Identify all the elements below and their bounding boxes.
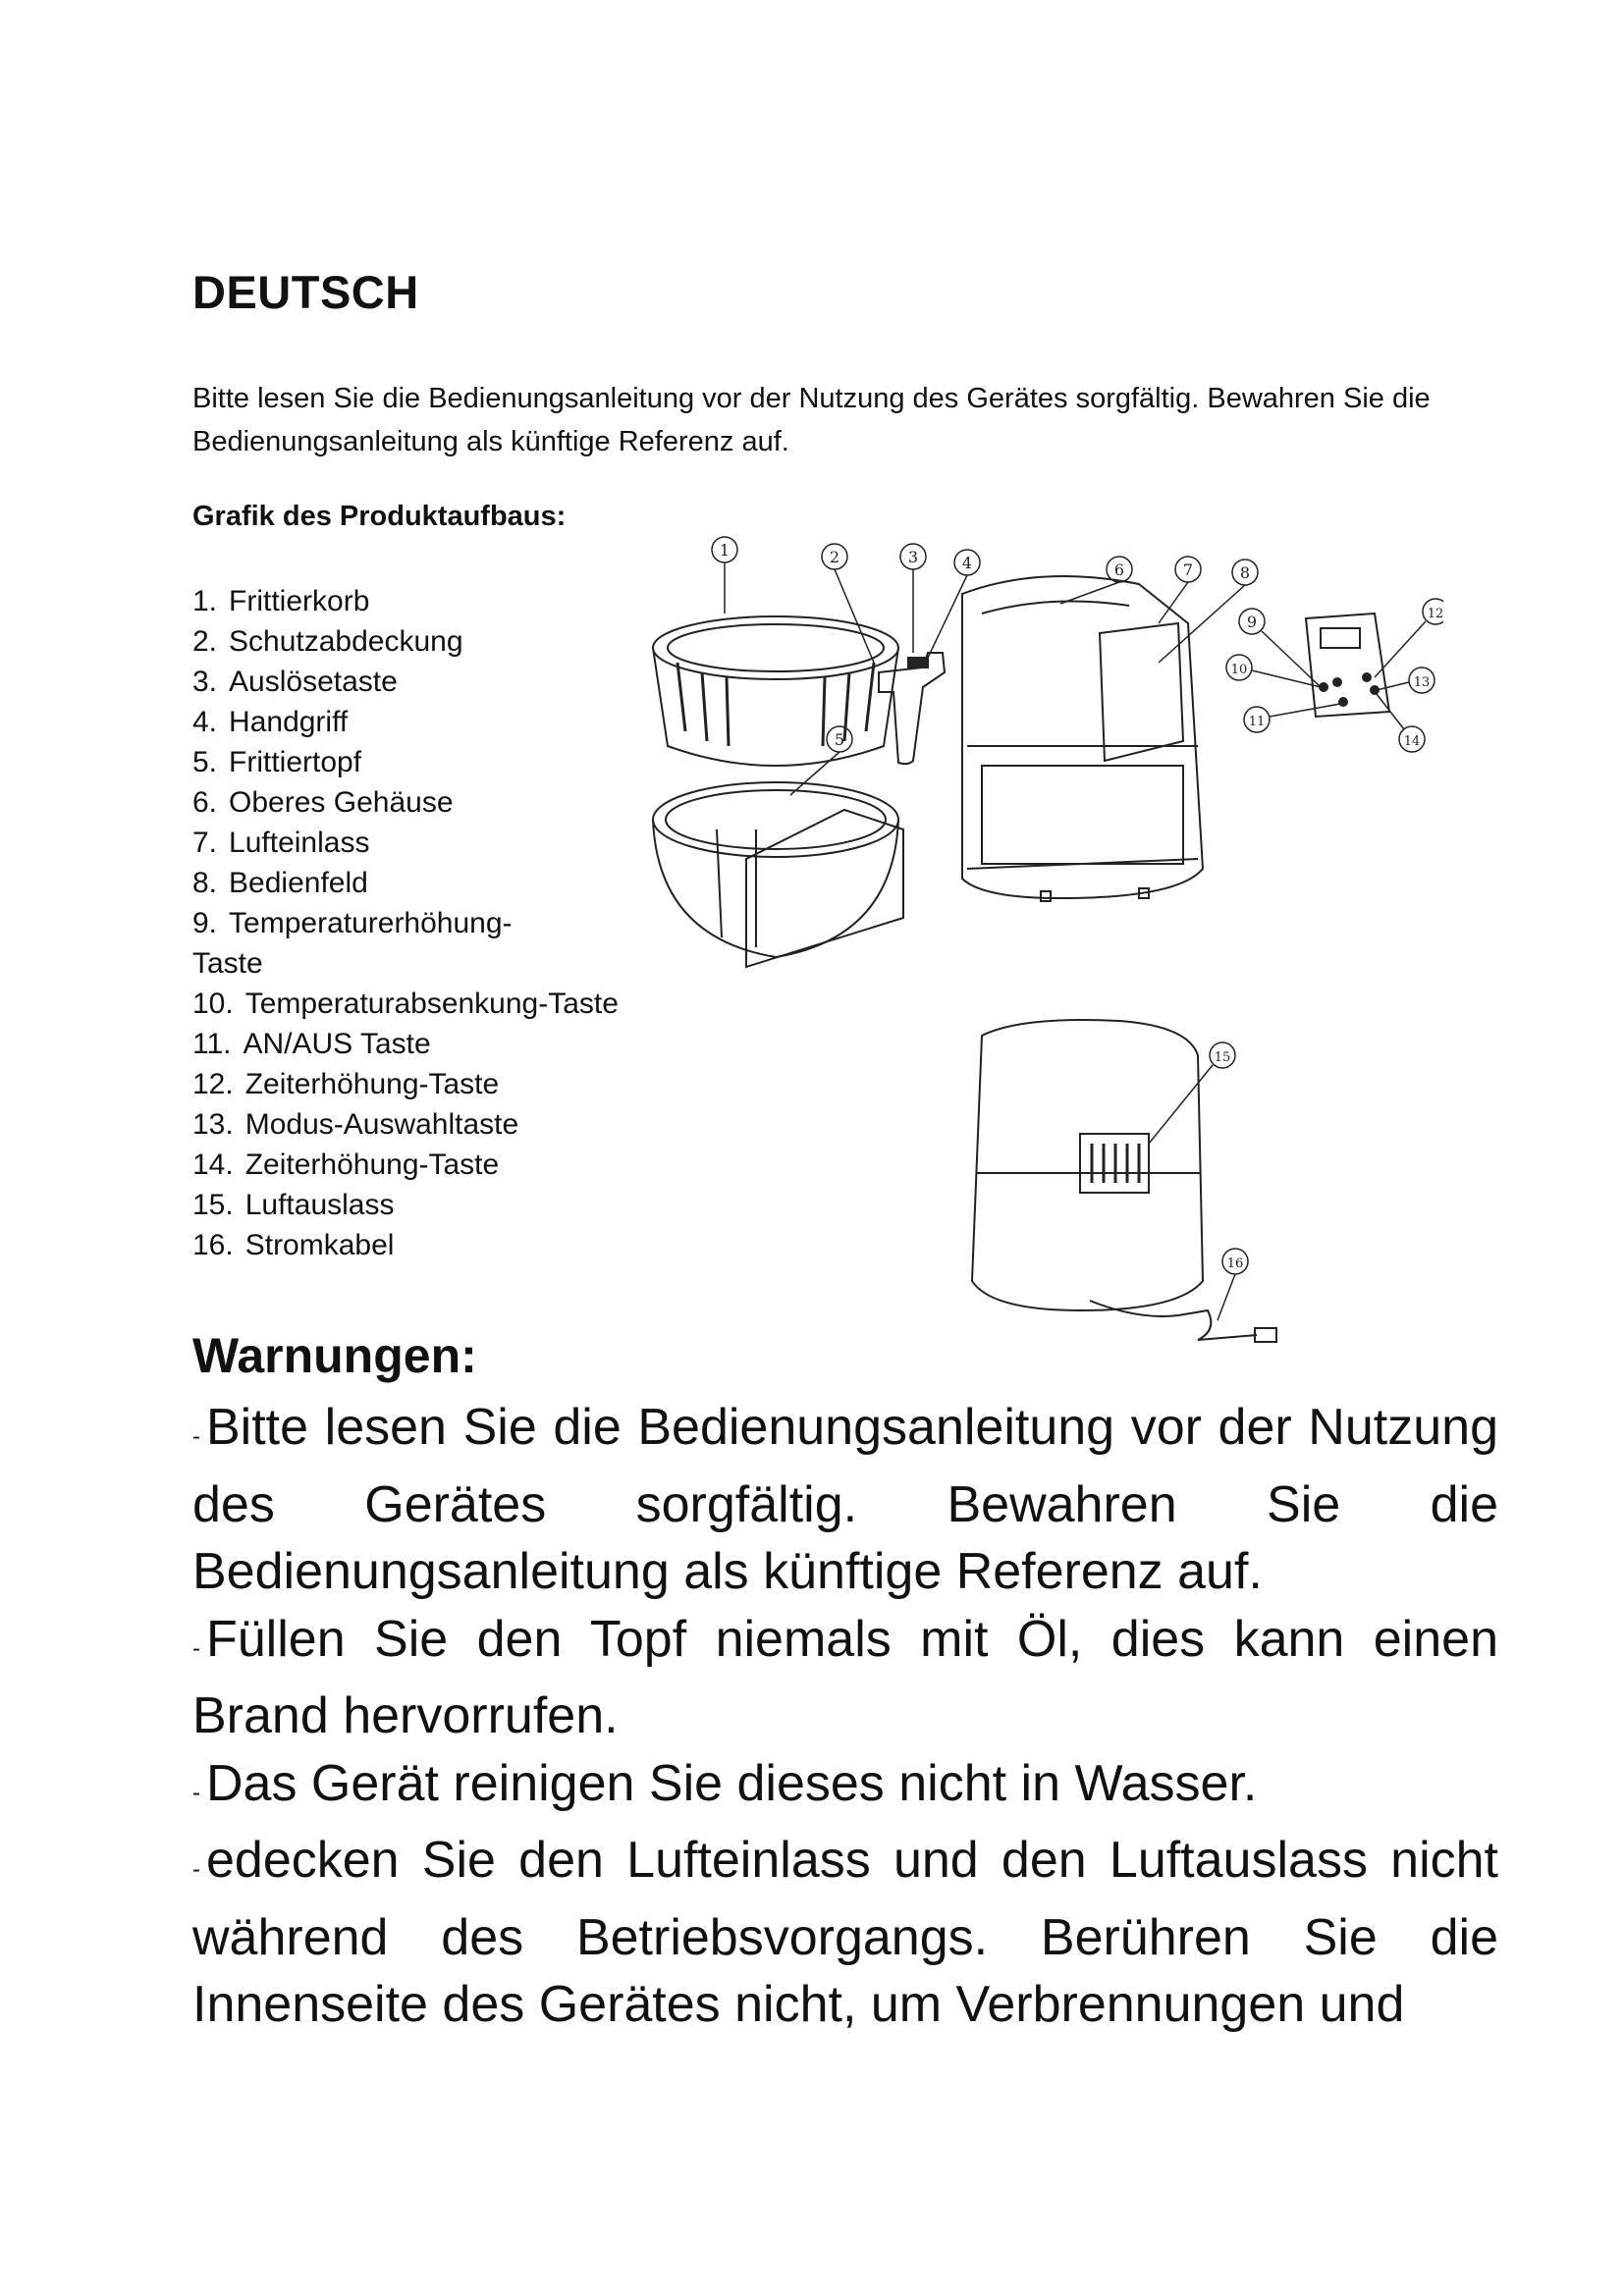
svg-text:6: 6 (1113, 561, 1125, 579)
warning-item: - edecken Sie den Lufteinlass und den Luftauslass nicht während des Betriebsvorgangs. Berühren Sie die Innenseite des Gerätes nicht, um Verbrennungen und (192, 1832, 1498, 2033)
svg-text:7: 7 (1182, 561, 1194, 579)
list-item: 3. Auslösetaste (192, 666, 398, 698)
appliance-rear-illustration (972, 1020, 1276, 1342)
list-item: 7. Lufteinlass (192, 827, 370, 859)
svg-text:16: 16 (1226, 1256, 1244, 1271)
svg-text:8: 8 (1239, 563, 1251, 582)
svg-text:10: 10 (1230, 663, 1248, 677)
warning-item: - Füllen Sie den Topf niemals mit Öl, dies kann einen Brand hervorrufen. (192, 1610, 1498, 1744)
callout-7 (1159, 557, 1201, 623)
svg-text:3: 3 (907, 548, 919, 566)
callout-labels (720, 541, 1443, 1271)
svg-text:2: 2 (829, 548, 840, 566)
page-title: DEUTSCH (192, 266, 419, 318)
svg-text:4: 4 (961, 554, 973, 572)
callouts (712, 537, 1443, 1320)
list-item: 13. Modus-Auswahltaste (192, 1108, 519, 1141)
pot-illustration (653, 782, 903, 967)
parts-list (192, 581, 664, 1265)
warnings-list (192, 1394, 1498, 2039)
list-item: 16. Stromkabel (192, 1229, 395, 1261)
list-item: 6. Oberes Gehäuse (192, 786, 454, 819)
list-item: 12. Zeiterhöhung-Taste (192, 1068, 500, 1100)
warning-item: - Bitte lesen Sie die Bedienungsanleitung vor der Nutzung des Gerätes sorgfältig. Bewahren Sie die Bedienungsanleitung als künftige Referenz auf. (192, 1399, 1498, 1600)
list-item: 5. Frittiertopf (192, 746, 362, 778)
list-item: 9. Temperaturerhöhung-Taste (192, 907, 513, 980)
section-label: Grafik des Produktaufbaus: (192, 501, 567, 532)
list-item: 15. Luftauslass (192, 1189, 395, 1221)
list-item: 2. Schutzabdeckung (192, 625, 463, 658)
svg-text:13: 13 (1413, 675, 1431, 690)
intro-paragraph: Bitte lesen Sie die Bedienungsanleitung vor der Nutzung des Gerätes sorgfältig. Bewahren Sie die Bedienungsanleitung als künftige Referenz auf. (192, 383, 1431, 457)
list-item: 14. Zeiterhöhung-Taste (192, 1148, 500, 1181)
warnings-title: Warnungen: (192, 1328, 477, 1383)
svg-text:12: 12 (1427, 607, 1443, 621)
list-item: 11. AN/AUS Taste (192, 1028, 431, 1060)
svg-text:14: 14 (1403, 734, 1421, 749)
svg-text:1: 1 (719, 541, 731, 560)
svg-text:15: 15 (1214, 1050, 1231, 1065)
list-item: 4. Handgriff (192, 706, 349, 738)
list-item: 8. Bedienfeld (192, 867, 368, 899)
svg-text:9: 9 (1246, 613, 1258, 631)
list-item: 1. Frittierkorb (192, 585, 370, 617)
control-panel-illustration (1306, 614, 1389, 717)
svg-text:5: 5 (834, 730, 845, 749)
basket-illustration (653, 616, 945, 766)
warning-item: - Das Gerät reinigen Sie dieses nicht in Wasser. (192, 1754, 1258, 1812)
appliance-front-illustration (962, 576, 1203, 901)
list-item: 10. Temperaturabsenkung-Taste (192, 988, 619, 1020)
product-diagram (628, 525, 1443, 1360)
svg-text:11: 11 (1248, 715, 1266, 729)
